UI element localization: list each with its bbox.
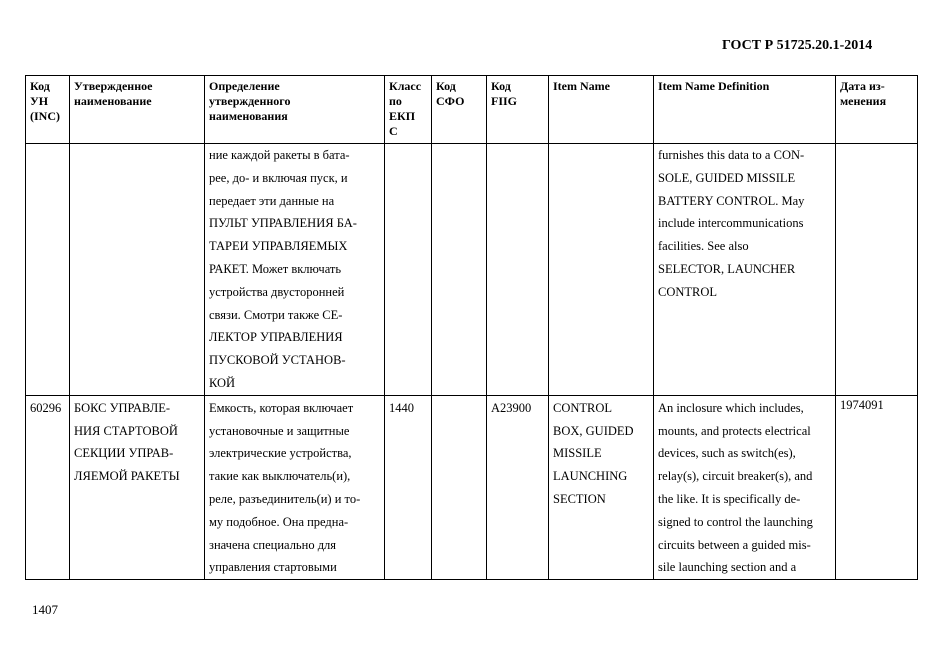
table-row-entry	[26, 395, 918, 579]
cell-inc	[26, 144, 70, 396]
text-line: CONTROL	[658, 284, 718, 299]
text-line: НИЯ СТАРТОВОЙ	[74, 423, 178, 438]
cell-item-definition	[654, 395, 836, 579]
text-line: ЛЯЕМОЙ РАКЕТЫ	[74, 469, 180, 484]
col-header-definition	[205, 76, 385, 144]
text-line: FIIG	[491, 94, 518, 108]
cell-fiig	[487, 144, 549, 396]
text-line: include intercommunications	[658, 216, 804, 231]
text-line: BOX, GUIDED	[553, 423, 634, 438]
cell-class	[385, 144, 432, 396]
cell-item-name	[549, 395, 654, 579]
header-row	[26, 76, 918, 144]
text-line: связи. Смотри также СЕ-	[209, 307, 343, 322]
cell-approved-name	[70, 144, 205, 396]
catalog-table	[25, 75, 918, 580]
text-line: Класс	[389, 79, 422, 93]
page-number: 1407	[32, 602, 58, 617]
text-line: по	[389, 94, 402, 108]
col-header-sfo	[432, 76, 487, 144]
col-header-approved-name	[70, 76, 205, 144]
text-line: the like. It is specifically de-	[658, 491, 801, 506]
text-line: Item Name	[553, 79, 610, 93]
fiig-value: A23900	[491, 400, 532, 415]
col-header-date	[836, 76, 918, 144]
text-line: sile launching section and a	[658, 560, 797, 575]
text-line: управления стартовыми	[209, 560, 337, 575]
text-line: furnishes this data to a CON-	[658, 148, 805, 162]
cell-date	[836, 144, 918, 396]
text-line: Item Name Definition	[658, 79, 770, 93]
text-line: circuits between a guided mis-	[658, 537, 811, 552]
text-line: SOLE, GUIDED MISSILE	[658, 170, 796, 185]
date-value: 1974091	[840, 397, 884, 412]
text-line: Емкость, которая включает	[209, 400, 354, 415]
text-line: Код	[491, 79, 511, 93]
cell-approved-name	[70, 395, 205, 579]
sfo-value	[436, 396, 482, 397]
text-line: ЛЕКТОР УПРАВЛЕНИЯ	[209, 330, 343, 345]
table-row-continuation	[26, 144, 918, 396]
text-line: Утвержденное	[74, 79, 153, 93]
text-line: наименование	[74, 94, 152, 108]
text-line: наименования	[209, 109, 288, 123]
text-line: значена специально для	[209, 537, 337, 552]
text-line: ПУЛЬТ УПРАВЛЕНИЯ БА-	[209, 216, 357, 231]
text-line: Код	[30, 79, 50, 93]
text-line: Дата из-	[840, 79, 885, 93]
text-line: facilities. See also	[658, 239, 749, 254]
cell-definition	[205, 395, 385, 579]
text-line: (INC)	[30, 109, 60, 123]
class-value: 1440	[389, 400, 414, 415]
col-header-class	[385, 76, 432, 144]
text-line: Код	[436, 79, 456, 93]
text-line: An inclosure which includes,	[658, 400, 804, 415]
cell-date	[836, 395, 918, 579]
text-line: ЕКП	[389, 109, 416, 123]
text-line: СФО	[436, 94, 465, 108]
cell-item-name	[549, 144, 654, 396]
col-header-item-definition	[654, 76, 836, 144]
text-line: relay(s), circuit breaker(s), and	[658, 469, 813, 484]
text-line: Определение	[209, 79, 280, 93]
text-line: SECTION	[553, 491, 606, 506]
inc-value: 60296	[30, 400, 62, 415]
text-line: утвержденного	[209, 94, 291, 108]
text-line: ние каждой ракеты в бата-	[209, 148, 350, 162]
cell-item-definition	[654, 144, 836, 396]
cell-definition	[205, 144, 385, 396]
text-line: рее, до- и включая пуск, и	[209, 170, 348, 185]
text-line: устройства двусторонней	[209, 284, 345, 299]
text-line: установочные и защитные	[209, 423, 350, 438]
cell-sfo	[432, 395, 487, 579]
text-line: ПУСКОВОЙ УСТАНОВ-	[209, 353, 346, 368]
text-line: менения	[840, 94, 887, 108]
text-line: УН	[30, 94, 49, 108]
text-line: ТАРЕИ УПРАВЛЯЕМЫХ	[209, 239, 348, 254]
text-line: электрические устройства,	[209, 446, 352, 461]
col-header-item-name	[549, 76, 654, 144]
cell-fiig	[487, 395, 549, 579]
text-line: передает эти данные на	[209, 193, 335, 208]
text-line: СЕКЦИИ УПРАВ-	[74, 446, 174, 461]
text-line: РАКЕТ. Может включать	[209, 261, 342, 276]
text-line: БОКС УПРАВЛЕ-	[74, 400, 171, 415]
text-line: му подобное. Она предна-	[209, 514, 349, 529]
text-line: mounts, and protects electrical	[658, 423, 811, 438]
text-line: devices, such as switch(es),	[658, 446, 796, 461]
col-header-fiig	[487, 76, 549, 144]
cell-class	[385, 395, 432, 579]
text-line: С	[389, 124, 398, 138]
cell-sfo	[432, 144, 487, 396]
text-line: SELECTOR, LAUNCHER	[658, 261, 796, 276]
text-line: BATTERY CONTROL. May	[658, 193, 805, 208]
col-header-inc	[26, 76, 70, 144]
text-line: такие как выключатель(и),	[209, 469, 351, 484]
cell-inc	[26, 395, 70, 579]
document-code: ГОСТ Р 51725.20.1-2014	[722, 38, 873, 53]
text-line: LAUNCHING	[553, 469, 628, 484]
text-line: CONTROL	[553, 400, 613, 415]
text-line: реле, разъединитель(и) и то-	[209, 491, 361, 506]
text-line: MISSILE	[553, 446, 602, 461]
text-line: signed to control the launching	[658, 514, 813, 529]
text-line: КОЙ	[209, 375, 236, 390]
